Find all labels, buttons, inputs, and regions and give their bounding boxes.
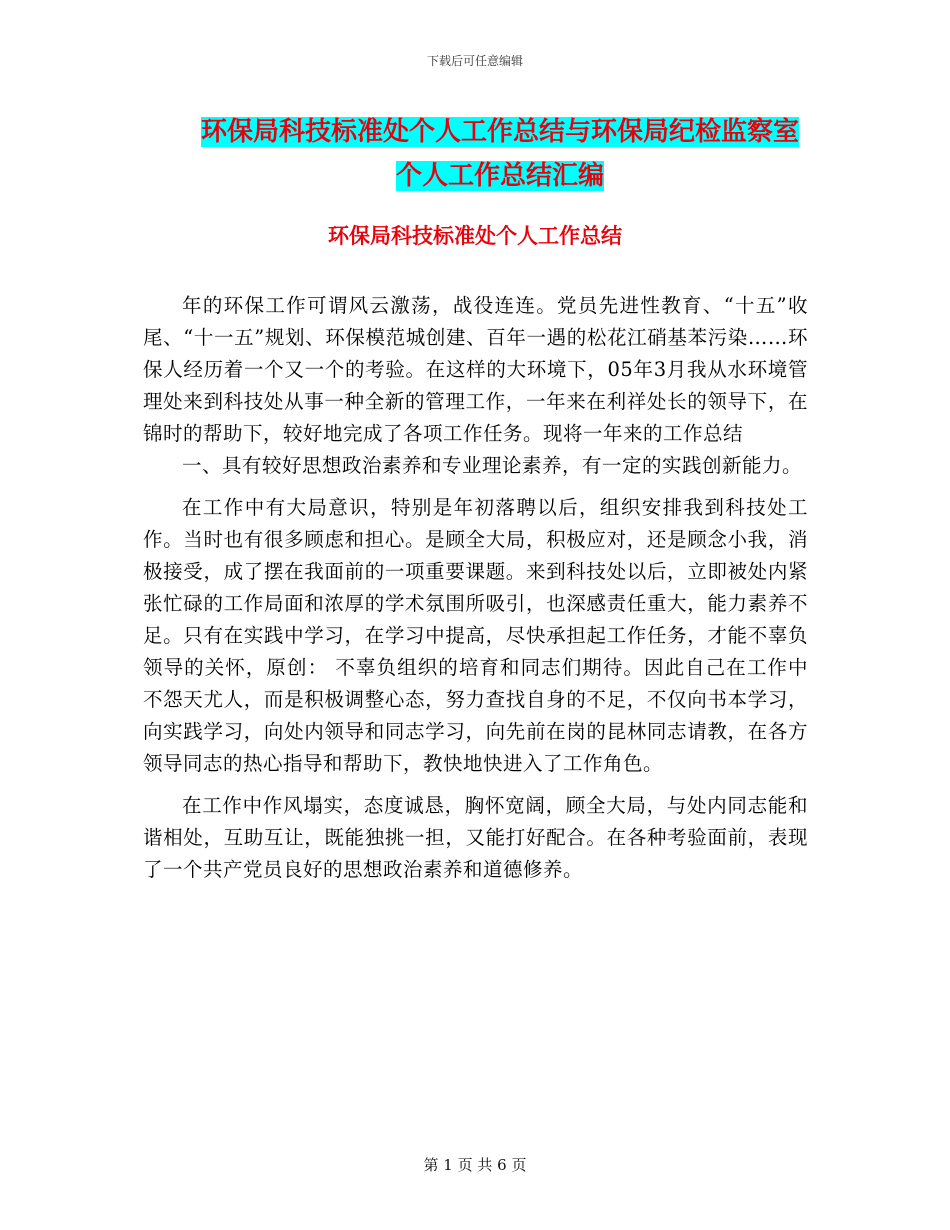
document-title-line-2 xyxy=(150,154,850,198)
document-title-line-1 xyxy=(150,110,850,154)
document-title xyxy=(150,110,850,198)
page-header-note: 下载后可任意编辑 xyxy=(426,54,523,68)
paragraph-2: 一、具有较好思想政治素养和专业理论素养，有一定的实践创新能力。 xyxy=(182,454,803,477)
title-highlight-2: 个人工作总结汇编 xyxy=(395,161,604,191)
document-body xyxy=(143,290,808,886)
title-highlight-1: 环保局科技标准处个人工作总结与环保局纪检监察室 xyxy=(200,117,799,147)
paragraph-3: 在工作中有大局意识，特别是年初落聘以后，组织安排我到科技处工作。当时也有很多顾虑和担心。是顾全大局，积极应对，还是顾念小我，消极接受，成了摆在我面前的一项重要课题。来到科技处以后，立即被处内紧张忙碌的工作局面和浓厚的学术氛围所吸引，也深感责任重大，能力素养不足。只有在实践中学习，在学习中提高，尽快承担起工作任务，才能不辜负领导的关怀，原创： 不辜负组织的培育和同志们期待。因此自己在工作中不怨天尤人，而是积极调整心态，努力查找自身的不足，不仅向书本学习，向实践学习，向处内领导和同志学习，向先前在岗的昆林同志请教，在各方领导同志的热心指导和帮助下，教快地快进入了工作角色。 xyxy=(143,496,808,775)
paragraph-1: 年的环保工作可谓风云激荡，战役连连。党员先进性教育、“十五”收尾、“十一五”规划、环保模范城创建、百年一遇的松花江硝基苯污染……环保人经历着一个又一个的考验。在这样的大环境下，05年3月我从水环境管理处来到科技处从事一种全新的管理工作，一年来在利祥处长的领导下，在锦时的帮助下，较好地完成了各项工作任务。现将一年来的工作总结 xyxy=(143,294,808,445)
section-title: 环保局科技标准处个人工作总结 xyxy=(328,223,622,248)
page-footer: 第 1 页 共 6 页 xyxy=(423,1156,527,1174)
paragraph-4: 在工作中作风塌实，态度诚恳，胸怀宽阔，顾全大局，与处内同志能和谐相处，互助互让，既能独挑一担，又能打好配合。在各种考验面前，表现了一个共产党员良好的思想政治素养和道德修养。 xyxy=(143,794,808,881)
